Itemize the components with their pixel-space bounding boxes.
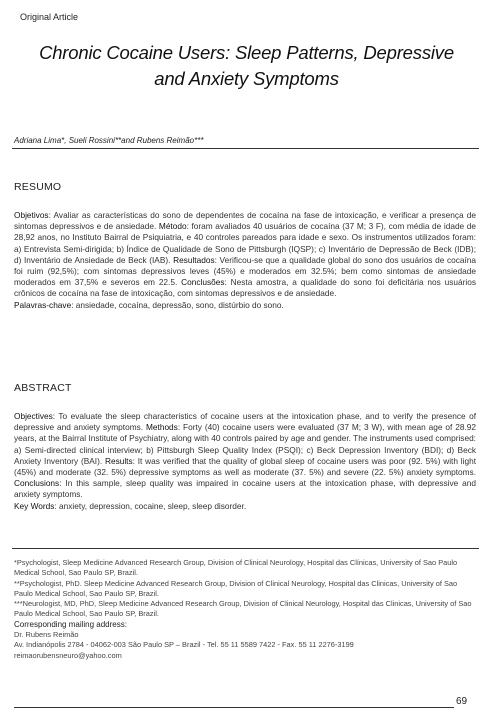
footnote-3: ***Neurologist, MD, PhD, Sleep Medicine Advanced Research Group, Division of Clinical Neurology, Hospital das Clinicas, University of Sao Paulo Medical School, Sao Paulo SP, Brazil. — [14, 599, 472, 619]
methods-label: Methods — [146, 422, 178, 433]
palavras-chave-line — [14, 300, 476, 311]
methods-text: : Forty (40) cocaine users were evaluated (37 M; 3 W), with mean age of 28.92 years, at the Bairral Institute of Psychiatry, along with 40 controls paired by age and gender. The instruments used comprised: a) Semi-directed clinical interview; b) Pittsburgh Sleep Quality Index (PSQI); c) Beck Depression Inventory (BDI); d) Beck Anxiety Inventory (BAI). — [14, 422, 476, 466]
conclusions-text: : In this sample, sleep quality was impaired in cocaine users at the intoxication phase, with depressive and anxiety symptoms. — [14, 478, 476, 500]
resultados-text: : Verificou-se que a qualidade global do sono dos usuários de cocaína foi ruim (92,5%); com sintomas depressivos leves (45%) e moderados em 32.5%; bem como sintomas de ansiedade moderados em 37,5% e severos em 22.5. — [14, 254, 476, 288]
metodo-text: : foram avaliados 40 usuários de cocaína (37 M; 3 F), com média de idade de 28,92 anos, no Instituto Bairral de Psiquiatria, e 40 controles pareados para idade e sexo. Os instrumentos utilizados foram: a) Entrevista Semi-dirigida; b) Índice de Qualidade de Sono de Pittsburgh (IQSP); c) Inventário de Depressão de Beck (IDB); d) Inventário de Ansiedade de Beck (IAB). — [14, 221, 476, 265]
palavras-chave-text: : ansiedade, cocaína, depressão, sono, distúrbio do sono. — [71, 299, 284, 310]
abstract-paragraph — [14, 411, 476, 501]
title-line-1: Chronic Cocaine Users: Sleep Patterns, Depressive — [39, 42, 454, 63]
corresponding-name: Dr. Rubens Reimão — [14, 630, 79, 640]
conclusoes-text: : Nesta amostra, a qualidade do sono foi deficitária nos usuários crônicos de cocaína na fase de intoxicação, com sintomas depressivos e de ansiedade. — [14, 277, 477, 299]
resultados-label: Resultados — [173, 254, 215, 265]
abstract-body — [14, 411, 476, 512]
conclusoes-label: Conclusões — [181, 277, 225, 288]
key-words-text: : anxiety, depression, cocaine, sleep, sleep disorder. — [54, 500, 247, 511]
results-label: Results — [104, 455, 133, 466]
objectives-label: Objectives: — [14, 411, 56, 421]
results-text: : It was verified that the quality of global sleep of cocaine users was poor (92. 5%) with light (45%) and moderate (32. 5%) depressive symptoms as well as moderate (37. 5%) and severe (22. 5%) anxiety symptoms. — [14, 455, 476, 478]
section-type-label: Original Article — [20, 12, 79, 22]
resumo-body — [14, 210, 476, 311]
author-list: Adriana Lima*, Sueli Rossini**and Rubens Reimão*** — [14, 136, 204, 145]
key-words-label: Key Words — [14, 500, 55, 511]
metodo-label: Método — [158, 221, 187, 232]
resumo-paragraph — [14, 210, 476, 300]
abstract-heading: ABSTRACT — [14, 382, 72, 394]
corresponding-email: reimaorubensneuro@yahoo.com — [14, 650, 122, 660]
authors-divider — [12, 148, 479, 149]
title-line-2: and Anxiety Symptoms — [154, 68, 339, 89]
objetivos-text: : Avaliar as características do sono de dependentes de cocaína na fase de intoxicação, e verificar a presença de sintomas depressivos e de ansiedade. — [14, 210, 476, 232]
palavras-chave-label: Palavras-chave — [14, 299, 72, 310]
objectives-text: To evaluate the sleep characteristics of cocaine users at the intoxication phase, and to verify the presence of depressive and anxiety symptoms. — [14, 411, 476, 433]
conclusions-label: Conclusions — [14, 478, 60, 489]
key-words-line — [14, 501, 476, 512]
footnote-1: *Psychologist, Sleep Medicine Advanced Research Group, Division of Clinical Neurology, Hospital das Clínicas, University of Sao Paulo Medical School, Sao Paulo SP, Brazil. — [14, 558, 458, 578]
footnotes — [14, 558, 476, 661]
resumo-heading: RESUMO — [14, 181, 62, 193]
footnote-2: **Psychologist, PhD. Sleep Medicine Advanced Research Group, Division of Clinical Neurology, Hospital das Clinicas, University of Sao Paulo Medical School, Sao Paulo SP, Brazil. — [14, 578, 458, 598]
page-footer-rule — [14, 707, 454, 708]
corresponding-address: Av. Indianópolis 2784 - 04062-003 São Paulo SP – Brazil - Tel. 55 11 5589 7422 - Fax. 55 11 2276-3199 — [14, 640, 354, 650]
corresponding-address-heading: Corresponding mailing address: — [14, 619, 127, 629]
article-title — [14, 40, 479, 92]
objetivos-label: Objetivos — [14, 210, 49, 220]
page-number: 69 — [456, 696, 468, 707]
footnote-divider — [12, 548, 479, 549]
